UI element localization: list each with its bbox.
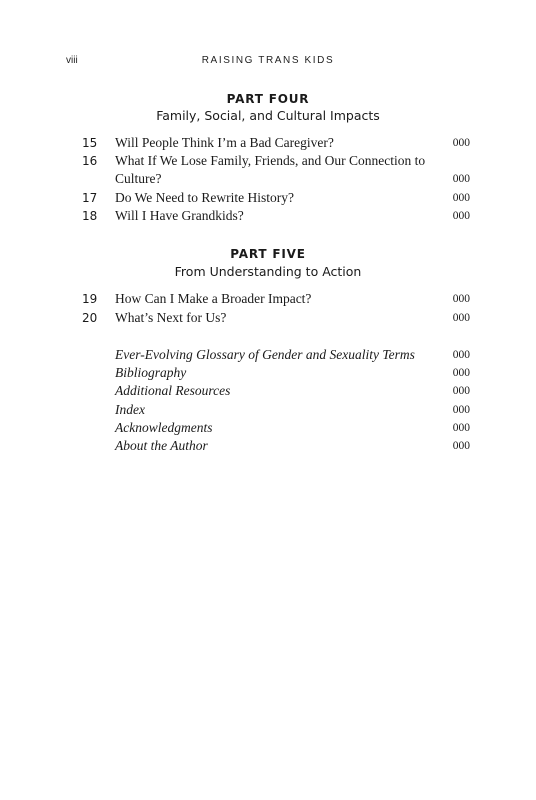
page-ref: 000 [452,385,470,397]
toc-entry[interactable] [0,135,536,153]
back-matter-title: Bibliography [115,365,187,380]
toc-entry[interactable] [0,153,536,171]
page-ref: 000 [452,173,470,185]
chapter-title: Do We Need to Rewrite History? [115,190,294,205]
part-four-label: PART FOUR [226,92,310,106]
chapter-number: 15 [82,136,98,150]
part-four-subtitle: Family, Social, and Cultural Impacts [156,108,380,123]
page-ref: 000 [452,367,470,379]
chapter-number: 19 [82,292,98,306]
chapter-number: 20 [82,311,98,325]
back-matter-title: Ever-Evolving Glossary of Gender and Sexuality Terms [115,347,415,362]
toc-entry[interactable] [0,190,536,208]
page-number: viii [66,55,78,66]
toc-entry-index[interactable] [0,402,536,420]
toc-entry[interactable] [0,310,536,328]
back-matter-title: Acknowledgments [115,420,213,435]
running-header-title: RAISING TRANS KIDS [201,55,335,66]
back-matter-title: About the Author [115,438,208,453]
chapter-title-continued: Culture? [115,171,162,186]
toc-entry-acknowledgments[interactable] [0,420,536,438]
page-ref: 000 [452,137,470,149]
toc-entry-glossary[interactable] [0,347,536,365]
toc-entry-about-the-author[interactable] [0,438,536,456]
page-ref: 000 [452,192,470,204]
chapter-number: 16 [82,154,98,168]
back-matter-title: Index [115,402,145,417]
page-ref: 000 [452,440,470,452]
chapter-number: 18 [82,209,98,223]
toc-entry-continuation[interactable] [0,171,536,189]
page-ref: 000 [452,312,470,324]
page-ref: 000 [452,210,470,222]
chapter-title: Will People Think I’m a Bad Caregiver? [115,135,334,150]
page-ref: 000 [452,404,470,416]
toc-entry[interactable] [0,208,536,226]
toc-entry-additional-resources[interactable] [0,383,536,401]
page-ref: 000 [452,293,470,305]
part-five-label: PART FIVE [230,247,306,261]
page-ref: 000 [452,422,470,434]
chapter-title: What’s Next for Us? [115,310,227,325]
chapter-number: 17 [82,191,98,205]
chapter-title: What If We Lose Family, Friends, and Our Connection to [115,153,426,168]
chapter-title: How Can I Make a Broader Impact? [115,291,312,306]
toc-entry[interactable] [0,291,536,309]
chapter-title: Will I Have Grandkids? [115,208,244,223]
back-matter-title: Additional Resources [115,383,231,398]
part-five-subtitle: From Understanding to Action [174,264,362,279]
page-ref: 000 [452,349,470,361]
toc-entry-bibliography[interactable] [0,365,536,383]
